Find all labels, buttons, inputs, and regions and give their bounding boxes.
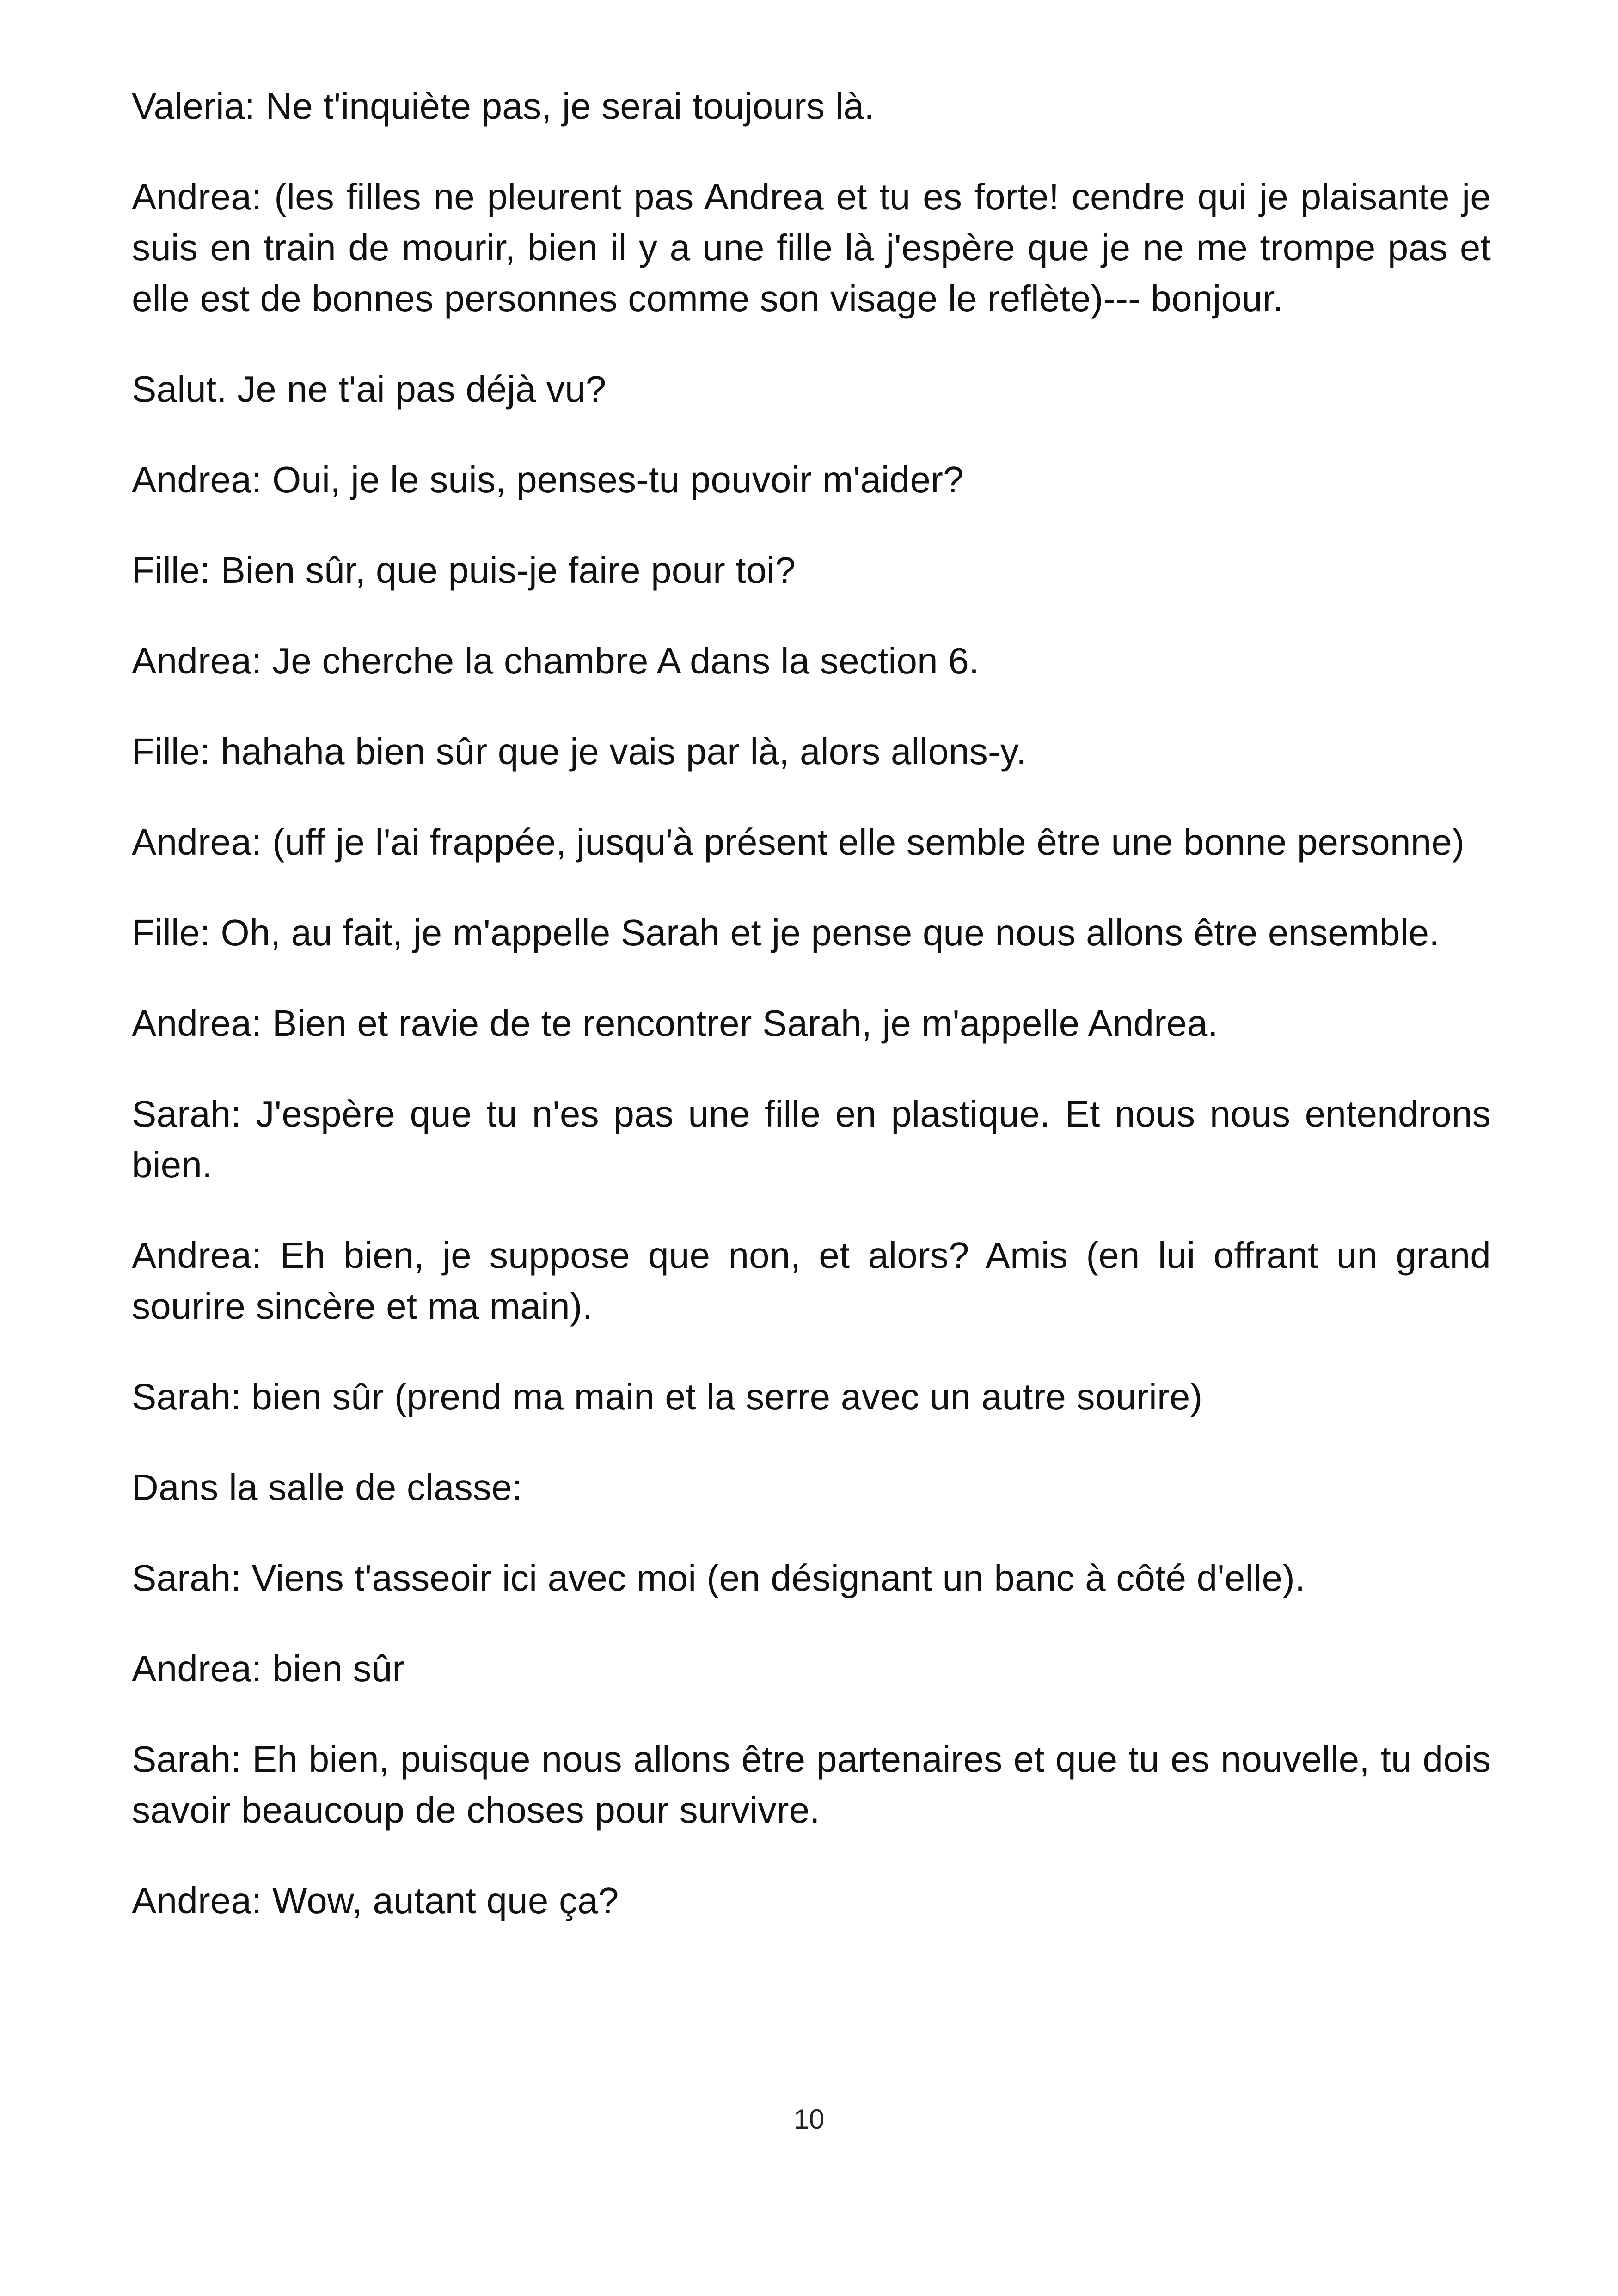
document-body — [132, 81, 1491, 1966]
dialogue-paragraph: Salut. Je ne t'ai pas déjà vu? — [132, 368, 607, 410]
dialogue-paragraph: Andrea: Eh bien, je suppose que non, et alors? Amis (en lui offrant un grand sourire sincère et ma main). — [132, 1235, 1491, 1327]
dialogue-paragraph: Andrea: Oui, je le suis, penses-tu pouvoir m'aider? — [132, 459, 964, 500]
dialogue-paragraph: Sarah: Eh bien, puisque nous allons être partenaires et que tu es nouvelle, tu dois savoir beaucoup de choses pour survivre. — [132, 1739, 1491, 1831]
dialogue-paragraph: Sarah: J'espère que tu n'es pas une fille en plastique. Et nous nous entendrons bien. — [132, 1093, 1491, 1185]
scene-heading: Dans la salle de classe: — [132, 1467, 523, 1508]
dialogue-paragraph: Sarah: bien sûr (prend ma main et la serre avec un autre sourire) — [132, 1376, 1203, 1417]
dialogue-paragraph: Andrea: (uff je l'ai frappée, jusqu'à présent elle semble être une bonne personne) — [132, 821, 1465, 863]
dialogue-paragraph: Valeria: Ne t'inquiète pas, je serai toujours là. — [132, 86, 875, 127]
page-number: 10 — [793, 2104, 825, 2135]
dialogue-paragraph: Andrea: Wow, autant que ça? — [132, 1880, 619, 1921]
dialogue-paragraph: Fille: hahaha bien sûr que je vais par là, alors allons-y. — [132, 731, 1027, 772]
dialogue-paragraph: Fille: Oh, au fait, je m'appelle Sarah et je pense que nous allons être ensemble. — [132, 912, 1440, 953]
dialogue-paragraph: Fille: Bien sûr, que puis-je faire pour toi? — [132, 550, 796, 591]
dialogue-paragraph: Sarah: Viens t'asseoir ici avec moi (en désignant un banc à côté d'elle). — [132, 1557, 1305, 1598]
dialogue-paragraph: Andrea: (les filles ne pleurent pas Andrea et tu es forte! cendre qui je plaisante je suis en train de mourir, bien il y a une fille là j'espère que je ne me trompe pas et elle est de bonnes personnes comme son visage le reflète)--- bonjour. — [132, 176, 1491, 319]
dialogue-paragraph: Andrea: bien sûr — [132, 1648, 405, 1689]
dialogue-paragraph: Andrea: Je cherche la chambre A dans la section 6. — [132, 640, 980, 681]
dialogue-paragraph: Andrea: Bien et ravie de te rencontrer Sarah, je m'appelle Andrea. — [132, 1003, 1218, 1044]
